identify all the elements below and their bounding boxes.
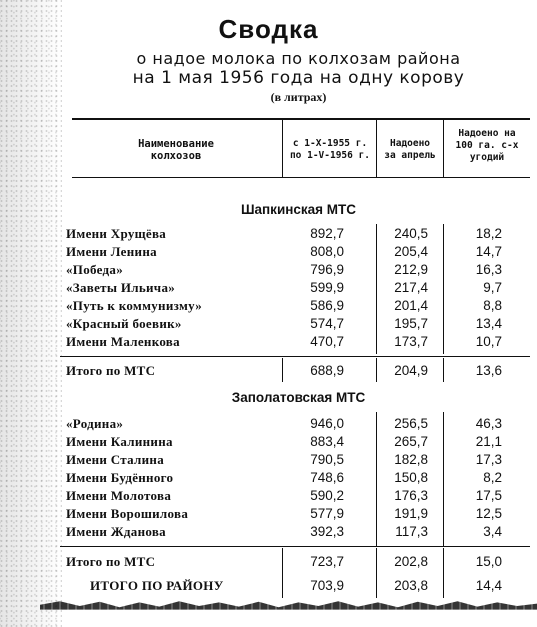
subtotal-rule-1 — [60, 356, 530, 357]
value-april: 205,4 — [394, 244, 428, 259]
value-per-hectare: 15,0 — [475, 554, 502, 569]
value-per-hectare: 13,4 — [475, 316, 502, 331]
table-row — [0, 524, 537, 542]
subtitle-line-2: на 1 мая 1956 года на одну корову — [132, 68, 465, 88]
grand-total-row — [0, 578, 537, 596]
header-period — [284, 138, 376, 162]
torn-bottom-edge — [40, 600, 537, 612]
value-period: 599,9 — [310, 280, 344, 295]
table-row — [0, 434, 537, 452]
section-title-shapkinskaya: Шапкинская МТС — [240, 202, 357, 217]
header-bottom-rule — [72, 177, 530, 178]
farm-name: Имени Маленкова — [66, 334, 180, 349]
units-note: (в литрах) — [270, 90, 327, 104]
value-period: 723,7 — [310, 554, 344, 569]
value-per-hectare: 10,7 — [475, 334, 502, 349]
value-per-hectare: 9,7 — [483, 280, 502, 295]
subtotal-row — [0, 554, 537, 572]
farm-name: «Заветы Ильича» — [66, 280, 176, 295]
value-period: 470,7 — [310, 334, 344, 349]
value-per-hectare: 13,6 — [475, 363, 502, 378]
value-per-hectare: 17,3 — [475, 452, 502, 467]
value-period: 748,6 — [310, 470, 344, 485]
value-april: 202,8 — [394, 554, 428, 569]
value-per-hectare: 21,1 — [475, 434, 502, 449]
value-period: 892,7 — [310, 226, 344, 241]
table-row — [0, 244, 537, 262]
farm-name: «Победа» — [66, 262, 124, 277]
farm-name: Имени Калинина — [66, 434, 173, 449]
value-april: 204,9 — [394, 363, 428, 378]
table-row — [0, 334, 537, 352]
subtotal-label: Итого по МТС — [66, 554, 156, 569]
subtotal-rule-2 — [60, 546, 530, 547]
table-row — [0, 298, 537, 316]
header-per-hectare-line-2: 100 га. с-х — [455, 140, 519, 151]
value-april: 182,8 — [394, 452, 428, 467]
value-period: 703,9 — [310, 578, 344, 593]
section-title-zapolatovskaya: Заполатовская МТС — [231, 390, 366, 405]
value-april: 256,5 — [394, 416, 428, 431]
value-period: 808,0 — [310, 244, 344, 259]
header-period-line-1: с 1-Х-1955 г. — [292, 138, 368, 149]
value-april: 150,8 — [394, 470, 428, 485]
value-period: 883,4 — [310, 434, 344, 449]
table-row — [0, 316, 537, 334]
header-divider-1 — [282, 120, 283, 177]
farm-name: «Красный боевик» — [66, 316, 182, 331]
value-period: 590,2 — [310, 488, 344, 503]
header-per-hectare-line-3: угодий — [469, 152, 505, 163]
page-title: Сводка — [218, 14, 319, 44]
value-period: 574,7 — [310, 316, 344, 331]
table-row — [0, 470, 537, 488]
header-period-line-2: по 1-V-1956 г. — [289, 150, 371, 161]
value-april: 265,7 — [394, 434, 428, 449]
grand-total-label: ИТОГО ПО РАЙОНУ — [90, 578, 224, 593]
farm-name: Имени Жданова — [66, 524, 166, 539]
value-per-hectare: 8,2 — [483, 470, 502, 485]
value-period: 946,0 — [310, 416, 344, 431]
value-april: 117,3 — [395, 524, 428, 539]
value-april: 203,8 — [394, 578, 428, 593]
value-per-hectare: 14,4 — [475, 578, 502, 593]
value-period: 392,3 — [310, 524, 344, 539]
value-per-hectare: 16,3 — [475, 262, 502, 277]
table-row — [0, 488, 537, 506]
value-april: 201,4 — [394, 298, 428, 313]
subtotal-row — [0, 363, 537, 381]
subtotal-label: Итого по МТС — [66, 363, 156, 378]
value-per-hectare: 18,2 — [475, 226, 502, 241]
header-april — [377, 138, 443, 162]
table-row — [0, 280, 537, 298]
header-april-line-2: за апрель — [384, 150, 436, 161]
value-april: 173,7 — [394, 334, 428, 349]
value-per-hectare: 14,7 — [475, 244, 502, 259]
value-april: 212,9 — [394, 262, 428, 277]
farm-name: Имени Молотова — [66, 488, 172, 503]
value-period: 790,5 — [310, 452, 344, 467]
header-name — [96, 138, 256, 162]
value-per-hectare: 8,8 — [483, 298, 502, 313]
value-per-hectare: 46,3 — [475, 416, 502, 431]
value-april: 191,9 — [394, 506, 428, 521]
header-name-line-2: колхозов — [150, 150, 202, 162]
value-period: 688,9 — [310, 363, 344, 378]
value-april: 217,4 — [394, 280, 428, 295]
header-per-hectare — [444, 128, 530, 164]
value-per-hectare: 12,5 — [475, 506, 502, 521]
header-per-hectare-line-1: Надоено на — [458, 128, 516, 139]
farm-name: Имени Хрущёва — [66, 226, 167, 241]
farm-name: Имени Ленина — [66, 244, 157, 259]
table-row — [0, 226, 537, 244]
farm-name: Имени Будённого — [66, 470, 174, 485]
table-top-rule — [72, 118, 530, 120]
value-april: 240,5 — [394, 226, 428, 241]
table-row — [0, 506, 537, 524]
value-per-hectare: 3,4 — [483, 524, 502, 539]
value-april: 176,3 — [394, 488, 428, 503]
header-april-line-1: Надоено — [389, 138, 431, 149]
farm-name: Имени Сталина — [66, 452, 165, 467]
header-name-line-1: Наименование — [138, 138, 214, 150]
farm-name: «Путь к коммунизму» — [66, 298, 203, 313]
table-row — [0, 416, 537, 434]
value-period: 586,9 — [310, 298, 344, 313]
value-period: 796,9 — [310, 262, 344, 277]
table-row — [0, 452, 537, 470]
farm-name: Имени Ворошилова — [66, 506, 189, 521]
value-period: 577,9 — [310, 506, 344, 521]
table-row — [0, 262, 537, 280]
subtitle-line-1: о надое молока по колхозам района — [136, 49, 461, 68]
farm-name: «Родина» — [66, 416, 124, 431]
value-per-hectare: 17,5 — [475, 488, 502, 503]
value-april: 195,7 — [394, 316, 428, 331]
